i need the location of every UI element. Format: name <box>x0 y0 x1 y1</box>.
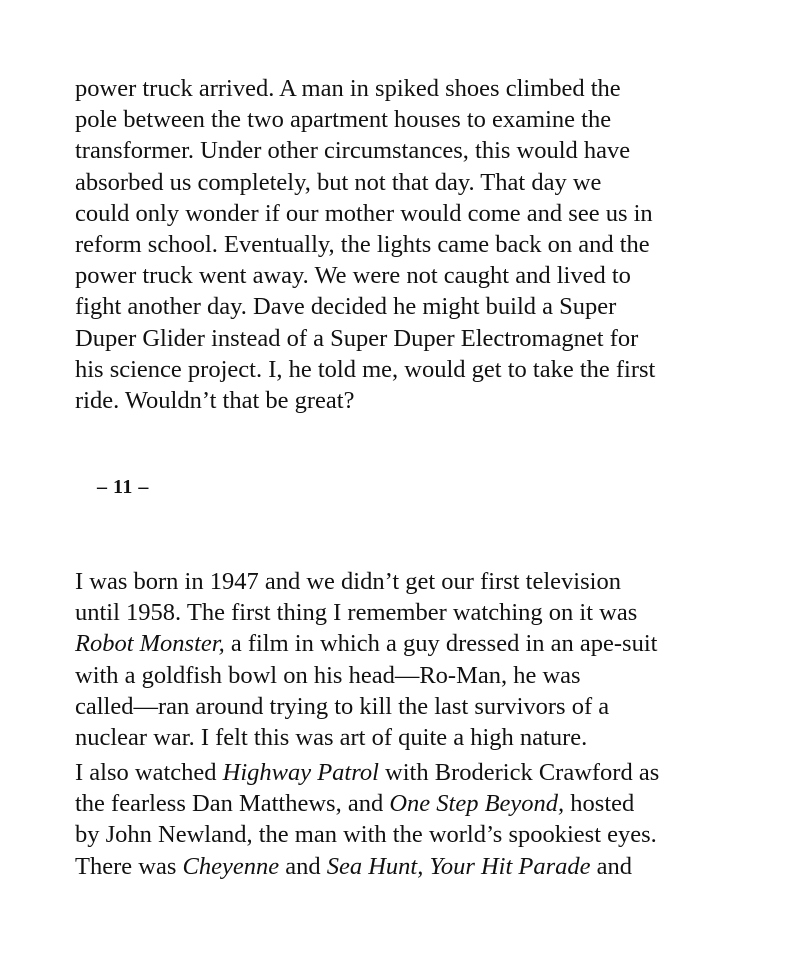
title-robot-monster: Robot Monster, <box>75 630 225 658</box>
text-fragment: hosted <box>564 790 635 818</box>
text-line: until 1958. The first thing I remember watching on it was <box>75 599 638 627</box>
text-fragment: and <box>279 852 327 880</box>
text-line: pole between the two apartment houses to examine the <box>75 106 612 134</box>
text-line <box>75 788 775 819</box>
text-line: nuclear war. I felt this was art of quite a high nature. <box>75 723 588 751</box>
text-fragment: and <box>590 852 633 880</box>
text-line <box>75 851 775 882</box>
text-line: called—ran around trying to kill the last survivors of a <box>75 692 610 720</box>
text-fragment: with Broderick Crawford as <box>378 759 660 786</box>
text-line: fight another day. Dave decided he might build a Super <box>75 293 617 321</box>
section-number: – 11 – <box>97 476 149 498</box>
paragraph-power-truck <box>75 73 775 416</box>
text-line: absorbed us completely, but not that day. That day we <box>75 168 602 196</box>
text-line: I was born in 1947 and we didn’t get our first television <box>75 568 621 595</box>
title-cheyenne: Cheyenne <box>182 852 280 880</box>
title-sea-hunt-hit-parade: Sea Hunt, Your Hit Parade <box>326 852 591 880</box>
title-one-step-beyond: One Step Beyond, <box>389 790 565 818</box>
text-line: ride. Wouldn’t that be great? <box>75 386 355 414</box>
text-line: power truck arrived. A man in spiked shoes climbed the <box>75 75 621 102</box>
text-line: could only wonder if our mother would come and see us in <box>75 199 653 227</box>
text-line: his science project. I, he told me, would get to take the first <box>75 355 656 383</box>
text-line <box>75 628 775 659</box>
text-line: by John Newland, the man with the world’s spookiest eyes. <box>75 821 657 849</box>
text-fragment: the fearless Dan Matthews, and <box>75 790 390 818</box>
paragraph-tv-shows <box>75 757 775 882</box>
text-fragment: I also watched <box>75 759 223 786</box>
text-line: reform school. Eventually, the lights came back on and the <box>75 230 650 258</box>
title-highway-patrol: Highway Patrol <box>222 759 379 786</box>
text-line: Duper Glider instead of a Super Duper Electromagnet for <box>75 324 639 352</box>
text-line <box>75 757 775 788</box>
text-line: transformer. Under other circumstances, this would have <box>75 137 631 165</box>
text-line: with a goldfish bowl on his head—Ro-Man, he was <box>75 661 581 689</box>
text-line: power truck went away. We were not caught and lived to <box>75 262 631 290</box>
paragraph-television <box>75 566 775 753</box>
text-fragment: a film in which a guy dressed in an ape-suit <box>224 630 658 658</box>
text-fragment: There was <box>75 852 183 880</box>
